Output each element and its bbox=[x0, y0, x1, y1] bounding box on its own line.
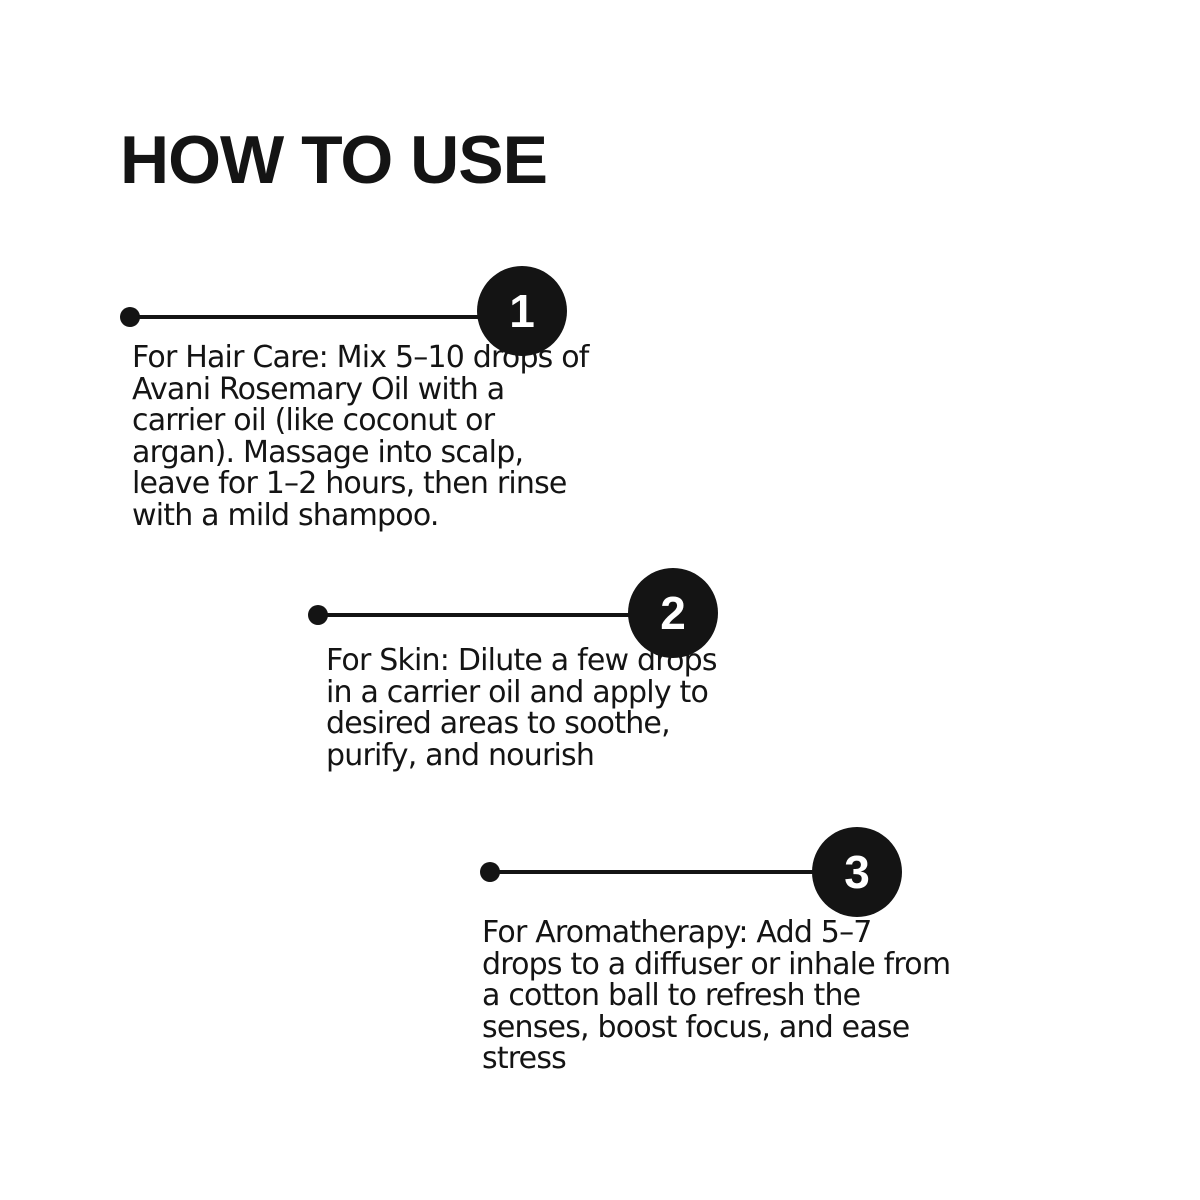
step-1-number-badge: 1 bbox=[477, 266, 567, 356]
step-2-dot-icon bbox=[308, 605, 328, 625]
page-title: HOW TO USE bbox=[120, 122, 547, 198]
step-1-description: For Hair Care: Mix 5–10 drops of Avani Rosemary Oil with a carrier oil (like coconut or argan). Massage into scalp, leave for 1–2 hours, then rinse with a mild shampoo. bbox=[132, 340, 589, 533]
step-1-connector-line bbox=[130, 315, 500, 319]
step-2-connector-line bbox=[318, 613, 648, 617]
step-3-description: For Aromatherapy: Add 5–7 drops to a diffuser or inhale from a cotton ball to refresh the senses, boost focus, and ease stress bbox=[482, 915, 951, 1076]
step-2-number-badge: 2 bbox=[628, 568, 718, 658]
step-3-connector-line bbox=[490, 870, 830, 874]
step-1-dot-icon bbox=[120, 307, 140, 327]
step-3-number-badge: 3 bbox=[812, 827, 902, 917]
step-2-description: For Skin: Dilute a few drops in a carrier oil and apply to desired areas to soothe, purify, and nourish bbox=[326, 643, 717, 773]
step-3-dot-icon bbox=[480, 862, 500, 882]
